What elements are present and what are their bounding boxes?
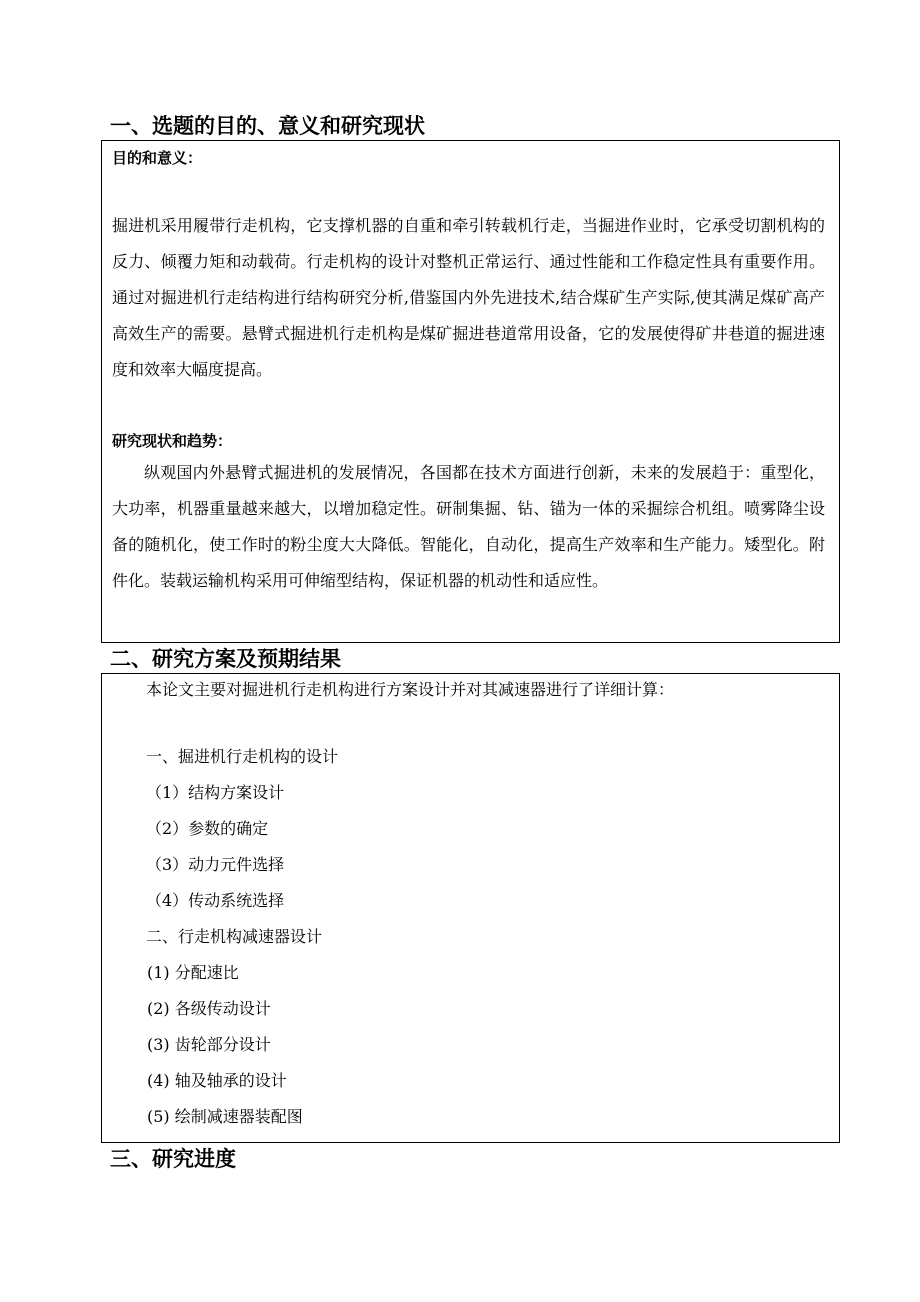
- plan-part-2-title: 二、行走机构减速器设计: [146, 927, 323, 946]
- plan-part-1-item: （4）传动系统选择: [146, 891, 285, 910]
- plan-part-2-item: (5) 绘制减速器装配图: [147, 1107, 303, 1126]
- plan-part-2-item: (1) 分配速比: [147, 963, 239, 982]
- section-3-title: 三、研究进度: [110, 1147, 236, 1171]
- purpose-paragraph: 掘进机采用履带行走机构，它支撑机器的自重和牵引转载机行走，当掘进作业时，它承受切割机构的反力、倾覆力矩和动载荷。行走机构的设计对整机正常运行、通过性能和工作稳定性具有重要作用。通过对掘进机行走结构进行结构研究分析,借鉴国内外先进技术,结合煤矿生产实际,使其满足煤矿高产高效生产的需要。悬臂式掘进机行走机构是煤矿掘进巷道常用设备，它的发展使得矿井巷道的掘进速度和效率大幅度提高。: [112, 216, 825, 379]
- plan-part-1-item: （2）参数的确定: [146, 819, 269, 838]
- plan-part-2-item: (4) 轴及轴承的设计: [147, 1071, 287, 1090]
- status-label: 研究现状和趋势：: [112, 432, 233, 450]
- purpose-label: 目的和意义：: [112, 149, 203, 167]
- plan-intro: 本论文主要对掘进机行走机构进行方案设计并对其减速器进行了详细计算：: [146, 680, 675, 699]
- purpose-status-box: [101, 140, 840, 643]
- section-2-title: 二、研究方案及预期结果: [110, 647, 341, 671]
- plan-part-1-item: （3）动力元件选择: [146, 855, 285, 874]
- plan-part-1-title: 一、掘进机行走机构的设计: [146, 747, 339, 766]
- research-plan-box: [101, 673, 840, 1143]
- status-paragraph: 纵观国内外悬臂式掘进机的发展情况，各国都在技术方面进行创新，未来的发展趋于：重型化，大功率，机器重量越来越大，以增加稳定性。研制集掘、钻、锚为一体的采掘综合机组。喷雾降尘设备的随机化，使工作时的粉尘度大大降低。智能化，自动化，提高生产效率和生产能力。矮型化。附件化。装载运输机构采用可伸缩型结构，保证机器的机动性和适应性。: [112, 463, 825, 590]
- section-1-title: 一、选题的目的、意义和研究现状: [110, 114, 425, 138]
- plan-part-2-item: (2) 各级传动设计: [147, 999, 271, 1018]
- plan-part-2-item: (3) 齿轮部分设计: [147, 1035, 271, 1054]
- plan-part-1-item: （1）结构方案设计: [146, 783, 285, 802]
